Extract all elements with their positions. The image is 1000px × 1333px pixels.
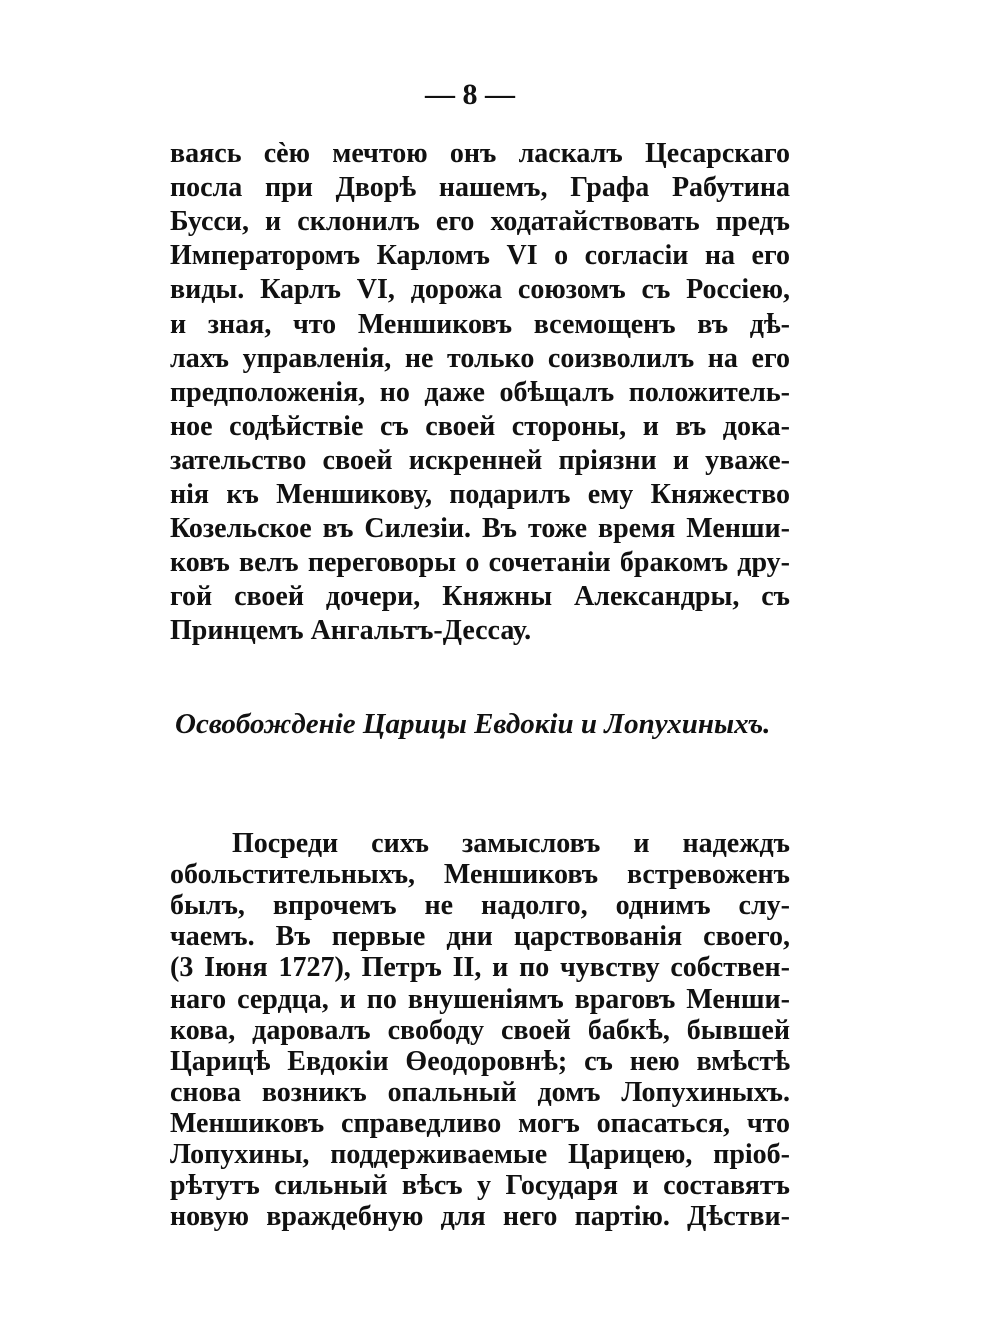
text-line: ваясь сѐю мечтою онъ ласкалъ Цесарскаго <box>170 138 790 169</box>
text-line: Бусси, и склонилъ его ходатайствовать предъ <box>170 206 790 238</box>
section-heading: Освобожденіе Царицы Евдокіи и Лопухиныхъ. <box>175 708 771 740</box>
text-line: гой своей дочери, Княжны Александры, съ <box>170 581 790 613</box>
text-line: Императоромъ Карломъ VI о согласіи на его <box>170 240 790 272</box>
text-line: Принцемъ Ангальтъ-Дессау. <box>170 615 532 647</box>
page-number: — 8 — <box>425 78 515 111</box>
text-line: и зная, что Меншиковъ всемощенъ въ дѣ- <box>170 308 790 340</box>
text-line: предположенія, но даже обѣщалъ положитель- <box>170 376 790 408</box>
text-line: кова, даровалъ свободу своей бабкѣ, бывшей <box>170 1014 790 1046</box>
text-line: зательство своей искренней пріязни и уваже- <box>170 444 790 476</box>
text-line: ковъ велъ переговоры о сочетаніи бракомъ дру- <box>170 547 790 579</box>
text-line: лахъ управленія, не только соизволилъ на его <box>170 342 790 374</box>
text-line: обольстительныхъ, Меншиковъ встревоженъ <box>170 859 790 891</box>
text-line: Царицѣ Евдокіи Өеодоровнѣ; съ нею вмѣстѣ <box>170 1045 790 1077</box>
text-line: былъ, впрочемъ не надолго, однимъ слу- <box>170 890 790 922</box>
text-line: Козельское въ Силезіи. Въ тоже время Менши- <box>170 513 790 545</box>
text-line: Лопухины, поддерживаемые Царицею, пріоб- <box>170 1139 790 1170</box>
text-line: посла при Дворѣ нашемъ, Графа Рабутина <box>170 172 790 204</box>
text-line: (3 Іюня 1727), Петръ II, и по чувству собствен- <box>170 952 790 984</box>
text-line: ное содѣйствіе съ своей стороны, и въ дока- <box>170 410 790 442</box>
text-line: рѣтутъ сильный вѣсъ у Государя и составятъ <box>170 1170 790 1202</box>
text-line: новую враждебную для него партію. Дѣстви- <box>170 1201 790 1233</box>
text-line: Посреди сихъ замысловъ и надеждъ <box>232 828 790 859</box>
text-line: наго сердца, и по внушеніямъ враговъ Менши- <box>170 983 790 1015</box>
text-line: Меншиковъ справедливо могъ опасаться, что <box>170 1107 790 1139</box>
text-line: нія къ Меншикову, подарилъ ему Княжество <box>170 479 790 510</box>
text-line: чаемъ. Въ первые дни царствованія своего, <box>170 921 790 953</box>
text-line: виды. Карлъ VI, дорожа союзомъ съ Россіею, <box>170 274 790 306</box>
text-line: снова возникъ опальный домъ Лопухиныхъ. <box>170 1076 790 1108</box>
